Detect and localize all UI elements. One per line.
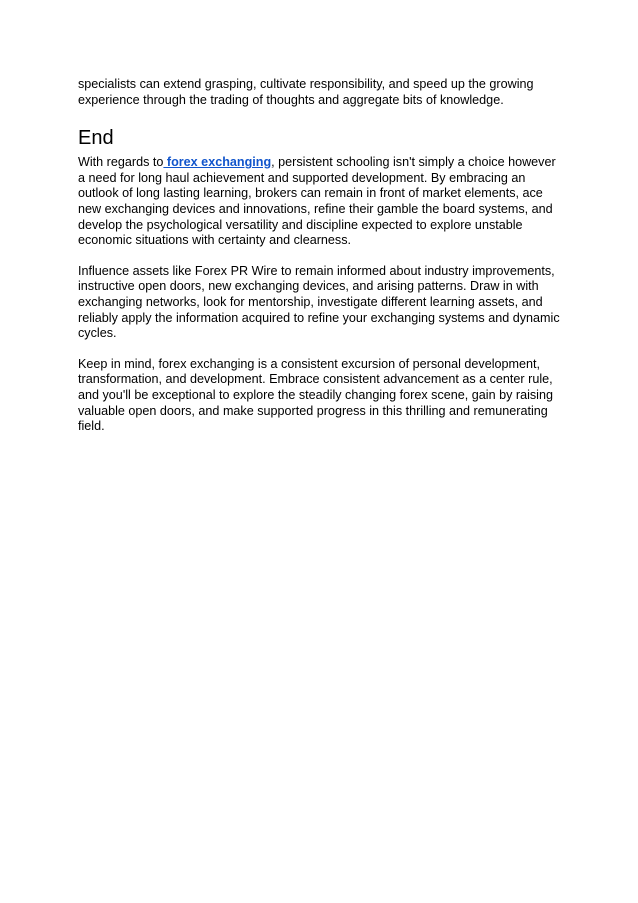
document-content bbox=[78, 77, 566, 435]
conclusion-paragraph-1 bbox=[78, 155, 566, 249]
intro-paragraph: specialists can extend grasping, cultivate responsibility, and speed up the growing experience through the trading of thoughts and aggregate bits of knowledge. bbox=[78, 77, 534, 107]
conclusion-paragraph-3: Keep in mind, forex exchanging is a consistent excursion of personal development, transformation, and development. Embrace consistent advancement as a center rule, and you'll be exceptional to explore the steadily changing forex scene, gain by raising valuable open doors, and make supported progress in this thrilling and remunerating field. bbox=[78, 356, 553, 434]
forex-exchanging-link[interactable]: forex exchanging bbox=[163, 155, 272, 170]
conclusion-paragraph-2: Influence assets like Forex PR Wire to remain informed about industry improvements, instructive open doors, new exchanging devices, and arising patterns. Draw in with exchanging networks, look for mentorship, investigate different learning assets, and reliably apply the information acquired to refine your exchanging systems and dynamic cycles. bbox=[78, 263, 560, 341]
section-heading: End bbox=[78, 127, 114, 150]
paragraph-1-text-after-link: , persistent schooling isn't simply a choice however a need for long haul achievement and supported development. By embracing an outlook of long lasting learning, brokers can remain in front of market elements, ace new exchanging devices and innovations, refine their gamble the board systems, and develop the psychological versatility and discipline expected to explore unstable economic situations with certainty and clearness. bbox=[78, 155, 556, 248]
paragraph-1-text-before-link: With regards to bbox=[78, 155, 164, 170]
